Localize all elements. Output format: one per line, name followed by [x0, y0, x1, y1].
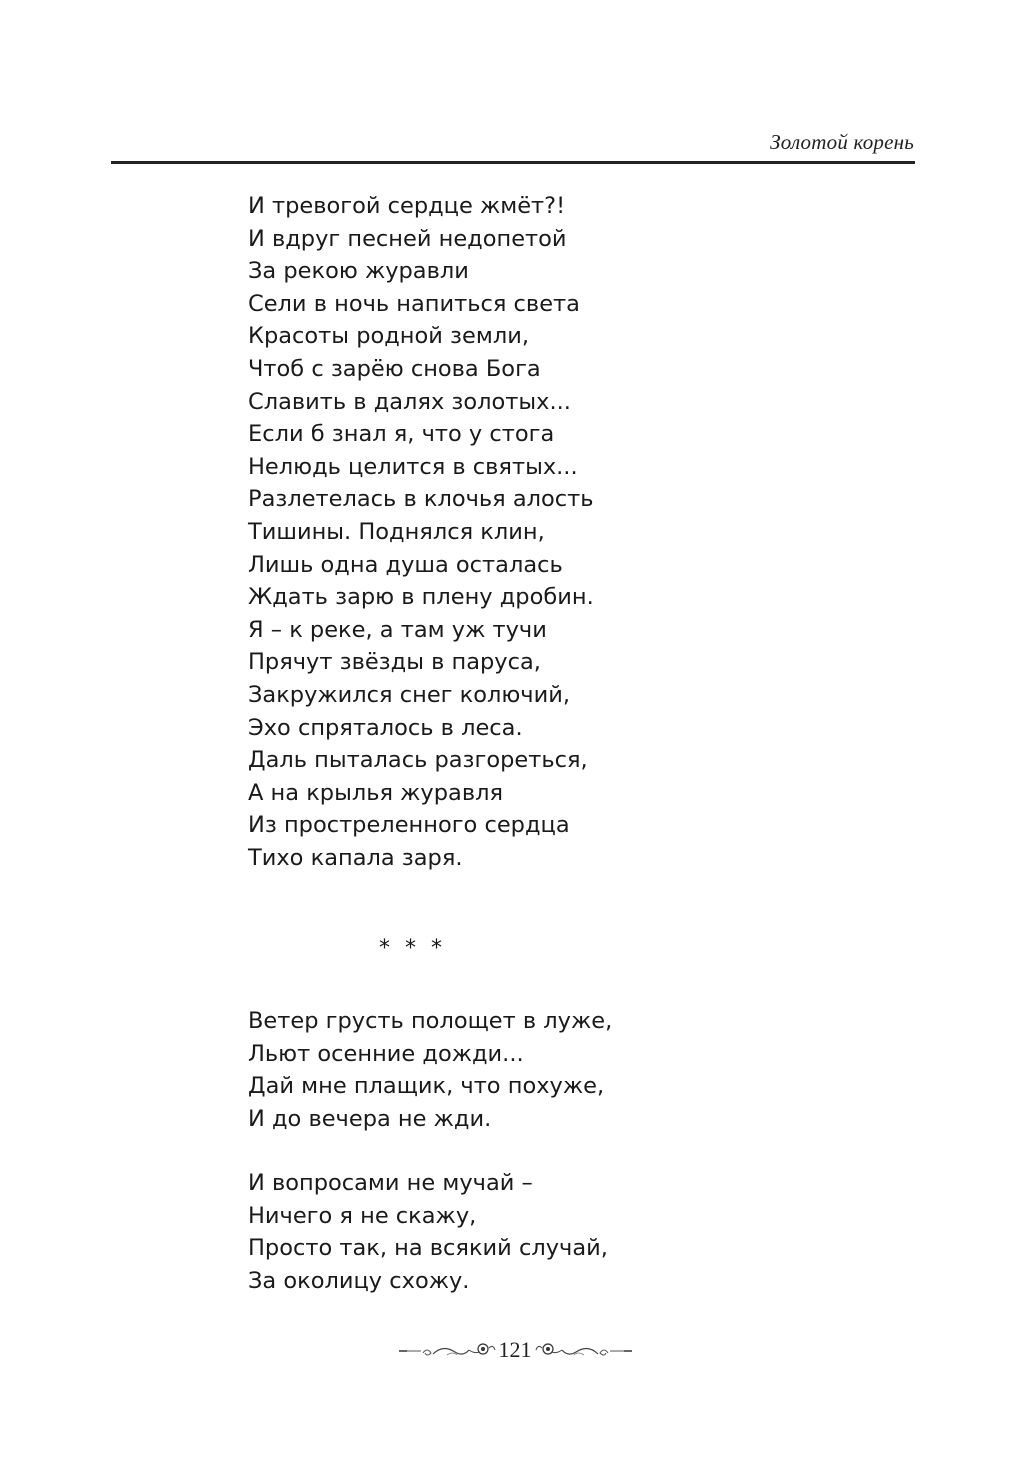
poem-line: За околицу схожу. — [248, 1267, 470, 1294]
poem-line: Льют осенние дожди... — [248, 1040, 524, 1067]
poem-line: Эхо спряталось в леса. — [248, 714, 523, 741]
poem-line: А на крылья журавля — [248, 779, 503, 806]
poem-line: И тревогой сердце жмёт?! — [248, 193, 566, 219]
poem-line: Дай мне плащик, что похуже, — [248, 1073, 605, 1100]
poem-line: Славить в далях золотых... — [248, 388, 571, 415]
poem-continuation — [248, 190, 594, 874]
poem-line: Чтоб с зарёю снова Бога — [248, 355, 541, 382]
poem-line: Тихо капала заря. — [248, 844, 463, 871]
poem-line: И до вечера не жди. — [248, 1105, 492, 1132]
running-title: Золотой корень — [770, 130, 914, 154]
right-flourish-icon — [534, 1340, 634, 1360]
poem-line: Ждать зарю в плену дробин. — [248, 584, 594, 611]
poem-line: Ничего я не скажу, — [248, 1202, 477, 1229]
poem-line: Из простреленного сердца — [248, 812, 570, 839]
poem-line: Прячут звёзды в паруса, — [248, 649, 541, 676]
poem-line: Сели в ночь напиться света — [248, 290, 580, 317]
poem-line: Если б знал я, что у стога — [248, 421, 555, 448]
page-number: 121 — [498, 1337, 532, 1362]
poem-line: За рекою журавли — [248, 258, 469, 285]
poem-line: Лишь одна душа осталась — [248, 551, 563, 578]
poem-stanza-1 — [248, 1005, 612, 1135]
poem-line: Разлетелась в клочья алость — [248, 486, 594, 513]
page-footer — [400, 1336, 630, 1364]
header-rule — [111, 161, 915, 164]
poem-line: Даль пыталась разгореться, — [248, 747, 588, 774]
section-separator: * * * — [379, 936, 446, 961]
poem-line: Закружился снег колючий, — [248, 681, 570, 708]
poem-line: Ветер грусть полощет в луже, — [248, 1008, 613, 1034]
left-flourish-icon — [397, 1340, 497, 1360]
poem-line: Красоты родной земли, — [248, 323, 529, 350]
poem-line: Я – к реке, а там уж тучи — [248, 616, 547, 643]
poem-line: Нелюдь целится в святых... — [248, 453, 578, 480]
poem-line: И вопросами не мучай – — [248, 1170, 533, 1196]
poem-line: Тишины. Поднялся клин, — [248, 518, 545, 545]
poem-line: И вдруг песней недопетой — [248, 225, 567, 252]
poem-line: Просто так, на всякий случай, — [248, 1235, 608, 1262]
poem-stanza-2 — [248, 1167, 608, 1297]
